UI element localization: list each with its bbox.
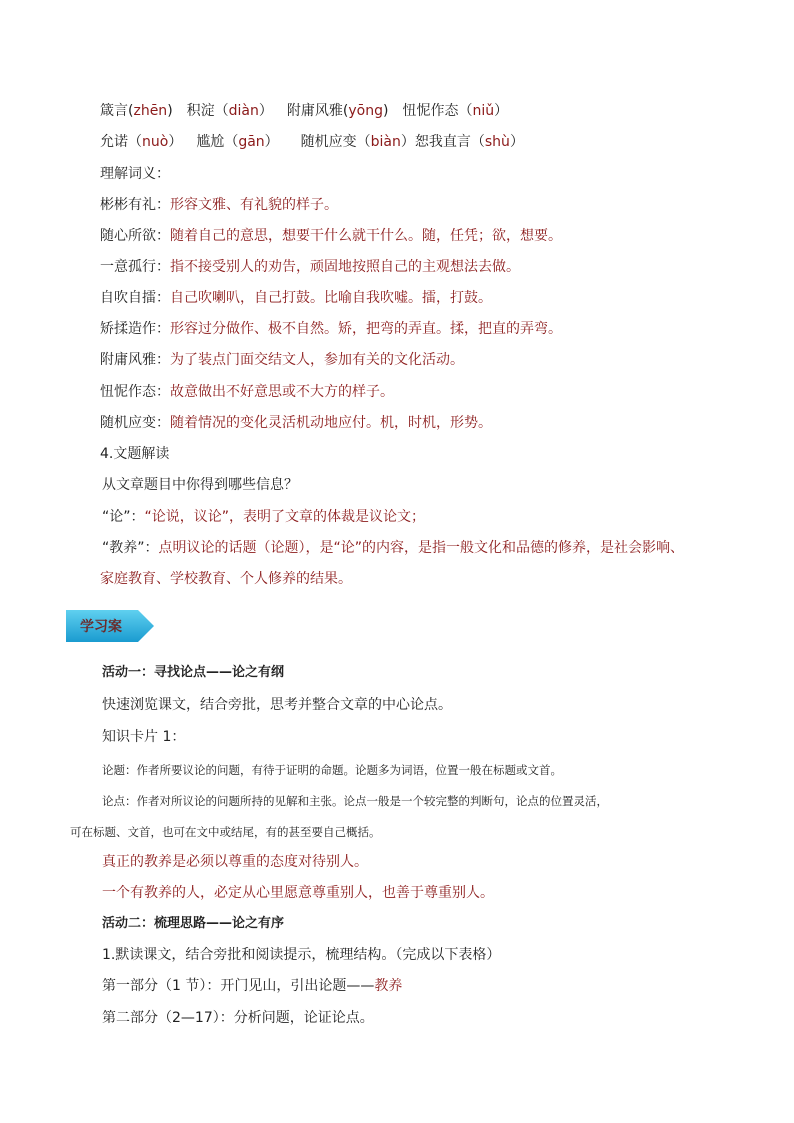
vocab-term: 一意孤行： [100,259,170,275]
pinyin: shù [484,134,510,150]
section-4-jiaoyang [102,538,734,558]
vocab-definition: 指不接受别人的劝告，顽固地按照自己的主观想法去做。 [170,259,520,275]
pinyin: biàn [370,134,401,150]
vocab-term: 彬彬有礼： [100,197,170,213]
vocab-heading: 理解词义： [100,166,170,182]
vocab-term: 随心所欲： [100,228,170,244]
knowledge-card-line: 可在标题、文首，也可在文中或结尾，有的甚至要自己概括。 [70,825,381,839]
vocab-definition: 形容过分做作、极不自然。矫，把弯的弄直。揉，把直的弄弯。 [170,321,562,337]
vocab-term: 自吹自擂： [100,290,170,306]
vocab-item [100,382,734,402]
jiaoyang-text-1: 点明议论的话题（论题），是“论”的内容，是指一般文化和品德的修养，是社会影响、 [158,540,685,556]
activity-2-title: 活动二：梳理思路——论之有序 [102,916,285,931]
activity-2-part-2: 第二部分（2—17）：分析问题，论证论点。 [102,1010,374,1026]
pinyin: zhēn [133,103,168,119]
pinyin: diàn [228,103,259,119]
part-1-answer: 教养 [374,978,403,994]
word: 随机应变 [300,134,357,150]
activity-1-title: 活动一：寻找论点——论之有纲 [102,665,285,680]
vocab-item [100,413,734,433]
vocab-item [100,319,734,339]
word: 附庸风雅 [286,103,343,119]
vocab-item [100,288,734,308]
word: 恕我直言 [414,134,471,150]
section-4-heading: 4.文题解读 [100,446,170,462]
activity-1-instruction: 快速浏览课文，结合旁批，思考并整合文章的中心论点。 [102,697,452,713]
vocab-item [100,350,734,370]
section-4-jiaoyang-cont: 家庭教育、学校教育、个人修养的结果。 [100,571,352,587]
lun-text: “论说，议论”，表明了文章的体裁是议论文； [144,509,426,525]
pronunciation-row-2: 允诺（nuò） 尴尬（gān） 随机应变（biàn）恕我直言（shù） [100,134,524,150]
section-4-lun [102,507,734,527]
activity-2-part-1 [102,976,734,996]
pinyin: nuò [142,134,169,150]
vocab-definition: 随着自己的意思，想要干什么就干什么。随，任凭；欲，想要。 [170,228,562,244]
lun-label: “论”： [102,509,145,525]
section-4-question: 从文章题目中你得到哪些信息？ [102,477,298,493]
pronunciation-row-1: 箴言(zhēn) 积淀（diàn） 附庸风雅(yōng) 忸怩作态（niǔ） [100,103,509,119]
vocab-item [100,226,734,246]
tab-label: 学习案 [80,619,122,635]
activity-1-answer: 真正的教养是必须以尊重的态度对待别人。 [102,854,368,870]
pinyin: gān [238,134,265,150]
vocab-definition: 随着情况的变化灵活机动地应付。机，时机，形势。 [170,415,492,431]
word: 箴言 [100,103,128,119]
vocab-definition: 形容文雅、有礼貌的样子。 [170,197,338,213]
vocab-term: 忸怩作态： [100,384,170,400]
word: 允诺 [100,134,128,150]
vocab-term: 随机应变： [100,415,170,431]
activity-2-item-1: 1.默读课文，结合旁批和阅读提示，梳理结构。（完成以下表格） [102,947,501,963]
vocab-definition: 自己吹喇叭，自己打鼓。比喻自我吹嘘。擂，打鼓。 [170,290,492,306]
study-plan-tab [66,610,154,642]
vocab-term: 矫揉造作： [100,321,170,337]
knowledge-card-line: 论点：作者对所议论的问题所持的见解和主张。论点一般是一个较完整的判断句，论点的位置灵活， [102,794,608,808]
vocab-definition: 为了装点门面交结文人，参加有关的文化活动。 [170,352,464,368]
knowledge-card-line: 论题：作者所要议论的问题，有待于证明的命题。论题多为词语，位置一般在标题或文首。 [102,763,562,777]
knowledge-card-title: 知识卡片 1： [102,729,186,745]
word: 尴尬 [196,134,225,150]
word: 忸怩作态 [402,103,459,119]
vocab-term: 附庸风雅： [100,352,170,368]
vocab-item [100,195,734,215]
pinyin: niǔ [472,103,495,119]
part-1-label: 第一部分（1 节）：开门见山，引出论题—— [102,978,375,994]
activity-1-answer: 一个有教养的人，必定从心里愿意尊重别人，也善于尊重别人。 [102,885,494,901]
jiaoyang-label: “教养”： [102,540,159,556]
word: 积淀 [186,103,215,119]
vocab-definition: 故意做出不好意思或不大方的样子。 [170,384,394,400]
pinyin: yōng [348,103,383,119]
vocab-item [100,257,734,277]
